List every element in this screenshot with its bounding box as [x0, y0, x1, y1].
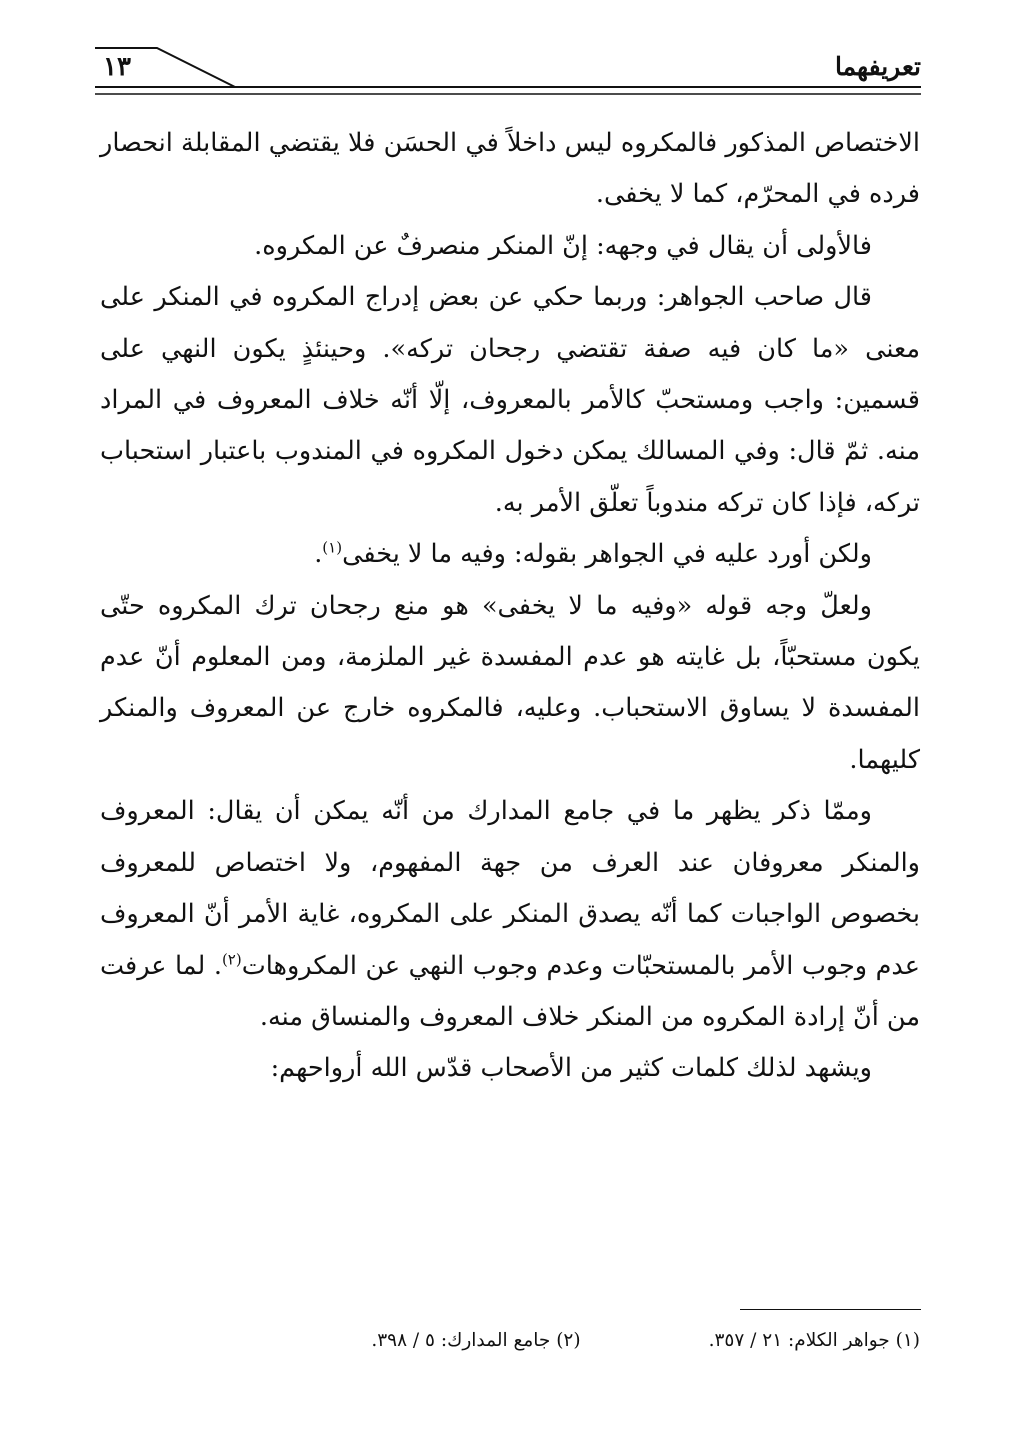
paragraph-text: فالأولى أن يقال في وجهه: إنّ المنكر منصرفٌ عن المكروه. — [254, 230, 872, 261]
footnote-marker[interactable]: (١) — [322, 538, 343, 557]
paragraph — [100, 1043, 920, 1094]
paragraph-text-tail: . لما عرفت من أنّ إرادة المكروه من المنكر خلاف المعروف والمنساق منه. — [100, 950, 920, 1032]
running-title: تعريفهما — [834, 52, 921, 81]
footnote-separator — [740, 1309, 921, 1310]
footnotes — [100, 1330, 920, 1351]
paragraph — [100, 118, 920, 221]
paragraph-text: الاختصاص المذكور فالمكروه ليس داخلاً في الحسَن فلا يقتضي المقابلة انحصار فرده في المحرّم، كما لا يخفى. — [100, 128, 920, 210]
main-text — [100, 118, 920, 1095]
paragraph-text: وممّا ذكر يظهر ما في جامع المدارك من أنّه يمكن أن يقال: المعروف والمنكر معروفان عند العرف من جهة المفهوم، ولا اختصاص للمعروف بخصوص الواجبات كما أنّه يصدق المنكر على المكروه، غاية الأمر أنّ المعروف عدم وجوب الأمر بالمستحبّات وعدم وجوب النهي عن المكروهات — [100, 796, 920, 981]
paragraph — [100, 221, 920, 272]
paragraph — [100, 272, 920, 529]
paragraph — [100, 581, 920, 787]
page-header — [95, 40, 921, 100]
footnote-item: (١) جواهر الكلام: ٢١ / ٣٥٧. — [708, 1330, 920, 1351]
paragraph — [100, 786, 920, 1043]
paragraph-text-tail: . — [314, 539, 323, 570]
paragraph-text: ولعلّ وجه قوله «وفيه ما لا يخفى» هو منع رجحان ترك المكروه حتّى يكون مستحبّاً، بل غايته هو عدم المفسدة غير الملزمة، ومن المعلوم أنّ عدم المفسدة لا يساوق الاستحباب. وعليه، فالمكروه خارج عن المعروف والمنكر كليهما. — [100, 590, 920, 775]
footnote-marker[interactable]: (٢) — [221, 950, 242, 968]
paragraph-text: ولكن أورد عليه في الجواهر بقوله: وفيه ما لا يخفى — [342, 539, 872, 570]
paragraph-text: ويشهد لذلك كلمات كثير من الأصحاب قدّس الله أرواحهم: — [270, 1053, 872, 1084]
page-number: ١٣ — [103, 52, 131, 82]
paragraph-text: قال صاحب الجواهر: وربما حكي عن بعض إدراج المكروه في المنكر على معنى «ما كان فيه صفة تقتضي رجحان تركه». وحينئذٍ يكون النهي على قسمين: واجب ومستحبّ كالأمر بالمعروف، إلّا أنّه خلاف المعروف في المراد منه. ثمّ قال: وفي المسالك يمكن دخول المكروه في المندوب باعتبار استحباب تركه، فإذا كان تركه مندوباً تعلّق الأمر به. — [100, 282, 920, 518]
header-rule-ornament — [95, 40, 921, 100]
footnote-item: (٢) جامع المدارك: ٥ / ٣٩٨. — [371, 1330, 581, 1351]
paragraph — [100, 529, 920, 580]
